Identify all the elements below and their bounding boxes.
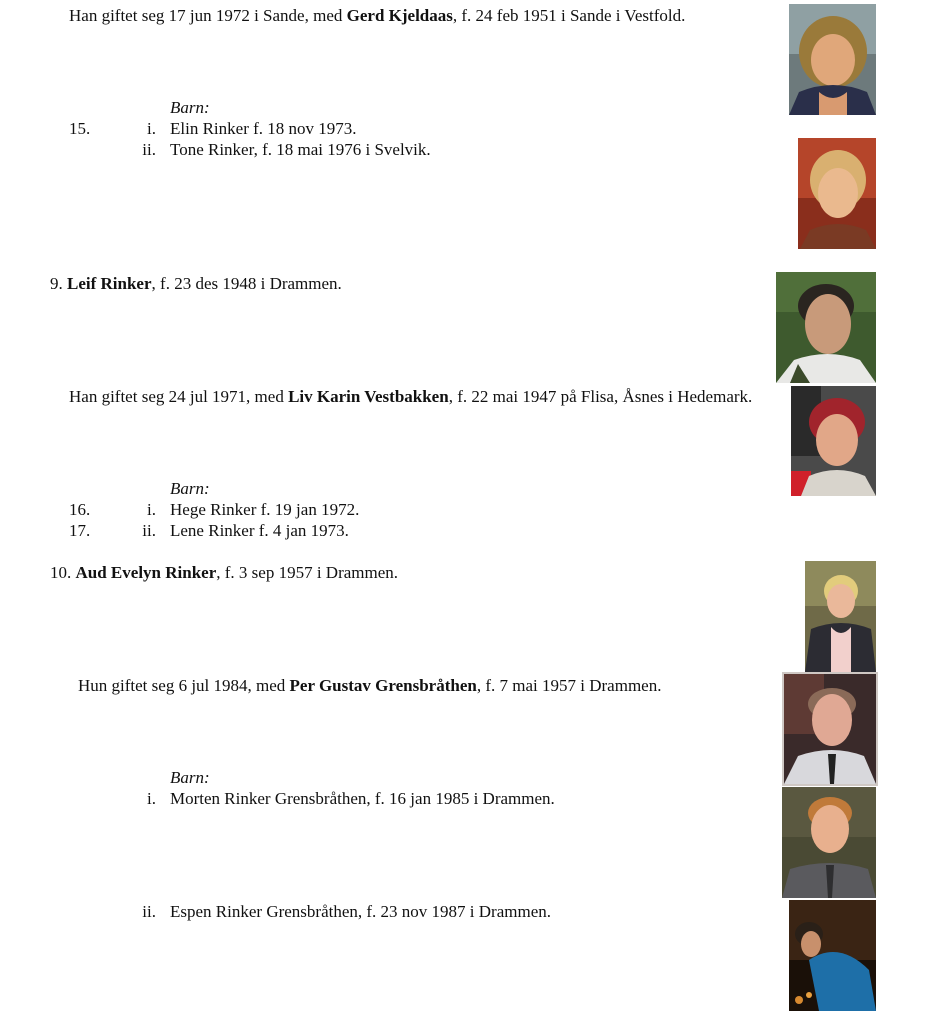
child-entry: Tone Rinker, f. 18 mai 1976 i Svelvik. bbox=[170, 140, 431, 159]
portrait-photo-aud bbox=[805, 561, 876, 672]
child-entry: Espen Rinker Grensbråthen, f. 23 nov 1987 i Drammen. bbox=[170, 902, 551, 921]
spouse-name: Per Gustav Grensbråthen bbox=[289, 676, 477, 695]
spouse-name: Liv Karin Vestbakken bbox=[288, 387, 449, 406]
child-number: 16. bbox=[69, 500, 91, 519]
child-number: 15. bbox=[69, 119, 91, 138]
child-roman: ii. bbox=[142, 140, 156, 159]
child-number: 17. bbox=[69, 521, 91, 540]
child-roman: ii. bbox=[142, 902, 156, 921]
person-entry-leif: 9. Leif Rinker, f. 23 des 1948 i Drammen. bbox=[50, 274, 342, 293]
person-entry-aud: 10. Aud Evelyn Rinker, f. 3 sep 1957 i Drammen. bbox=[50, 563, 399, 582]
portrait-photo-morten bbox=[782, 787, 876, 898]
portrait-photo-tone bbox=[798, 138, 876, 249]
barn-label: Barn: bbox=[170, 768, 210, 787]
portrait-photo-liv bbox=[791, 386, 876, 496]
portrait-photo-espen bbox=[789, 900, 876, 1011]
child-roman: ii. bbox=[142, 521, 156, 540]
marriage-line-liv: Han giftet seg 24 jul 1971, med Liv Karin Vestbakken, f. 22 mai 1947 på Flisa, Åsnes i Hedemark. bbox=[69, 387, 753, 406]
child-entry: Elin Rinker f. 18 nov 1973. bbox=[170, 119, 357, 138]
child-entry: Morten Rinker Grensbråthen, f. 16 jan 1985 i Drammen. bbox=[170, 789, 555, 808]
portrait-photo-per bbox=[784, 674, 876, 784]
marriage-line-per: Hun giftet seg 6 jul 1984, med Per Gustav Grensbråthen, f. 7 mai 1957 i Drammen. bbox=[78, 676, 662, 695]
child-entry: Hege Rinker f. 19 jan 1972. bbox=[170, 500, 360, 519]
child-roman: i. bbox=[147, 789, 156, 808]
portrait-photo-leif bbox=[776, 272, 876, 383]
barn-label: Barn: bbox=[170, 479, 210, 498]
marriage-line-gerd: Han giftet seg 17 jun 1972 i Sande, med Gerd Kjeldaas, f. 24 feb 1951 i Sande i Vestfold. bbox=[69, 6, 686, 25]
person-name: Aud Evelyn Rinker bbox=[75, 563, 217, 582]
person-name: Leif Rinker bbox=[67, 274, 152, 293]
child-entry: Lene Rinker f. 4 jan 1973. bbox=[170, 521, 349, 540]
portrait-photo-gerd bbox=[789, 4, 876, 115]
child-roman: i. bbox=[147, 500, 156, 519]
barn-label: Barn: bbox=[170, 98, 210, 117]
spouse-name: Gerd Kjeldaas bbox=[346, 6, 453, 25]
child-roman: i. bbox=[147, 119, 156, 138]
